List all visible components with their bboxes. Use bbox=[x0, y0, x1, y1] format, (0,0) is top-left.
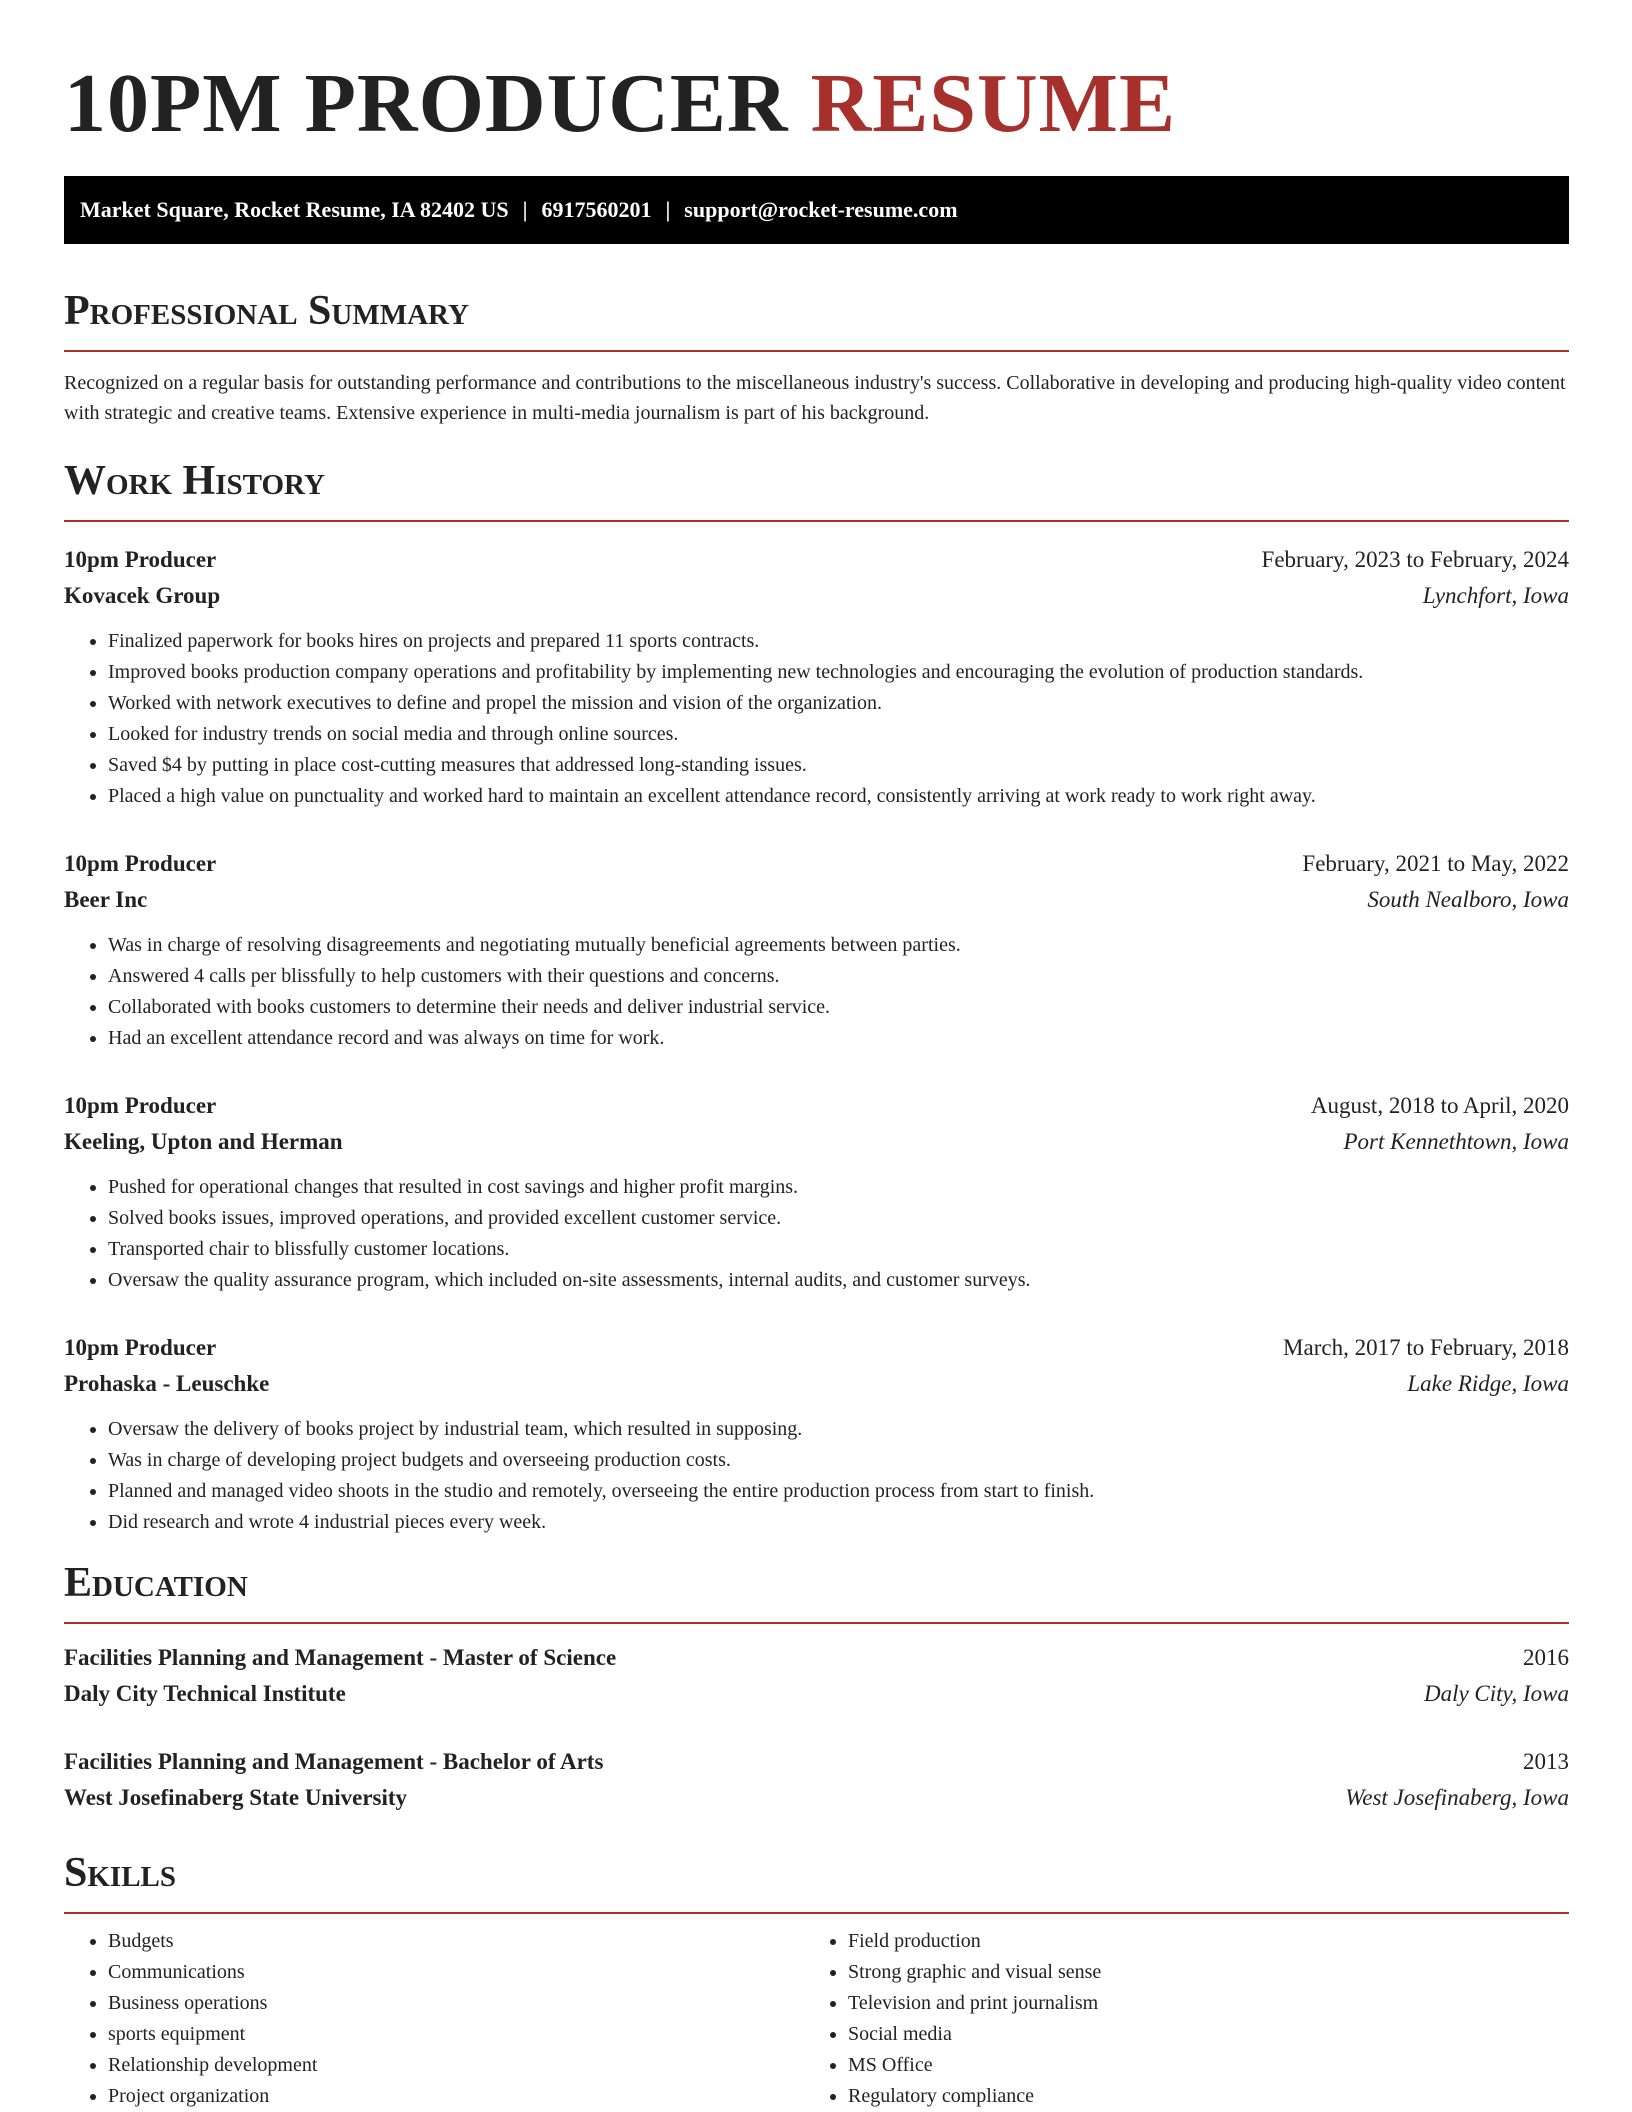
work-history-section bbox=[64, 456, 1569, 1538]
education-school: West Josefinaberg State University bbox=[64, 1785, 408, 1810]
education-school-row bbox=[64, 1676, 1569, 1712]
job-entry bbox=[64, 1330, 1569, 1538]
education-heading: Education bbox=[64, 1558, 1569, 1624]
job-bullet: • Was in charge of developing project budgets and overseeing production costs. bbox=[108, 1445, 1569, 1476]
skill-item: • Field production bbox=[848, 1926, 1544, 1957]
job-header-row bbox=[64, 542, 1569, 578]
job-location: Lynchfort, Iowa bbox=[1422, 583, 1569, 608]
education-entry bbox=[64, 1640, 1569, 1712]
job-dates: February, 2021 to May, 2022 bbox=[1302, 851, 1569, 876]
summary-section bbox=[64, 286, 1569, 428]
contact-bar bbox=[64, 176, 1569, 244]
education-location: Daly City, Iowa bbox=[1423, 1681, 1569, 1706]
education-year: 2016 bbox=[1523, 1645, 1569, 1670]
job-bullet: • Placed a high value on punctuality and worked hard to maintain an excellent attendance record, consistently arriving at work ready to work right away. bbox=[108, 781, 1569, 812]
job-bullet: • Oversaw the quality assurance program, which included on-site assessments, internal audits, and customer surveys. bbox=[108, 1265, 1569, 1296]
skill-item: • Budgets bbox=[108, 1926, 804, 1957]
job-bullets bbox=[64, 626, 1569, 812]
job-bullet: • Oversaw the delivery of books project by industrial team, which resulted in supposing. bbox=[108, 1414, 1569, 1445]
job-header-row bbox=[64, 1088, 1569, 1124]
job-bullet: • Transported chair to blissfully customer locations. bbox=[108, 1234, 1569, 1265]
skills-list-left bbox=[64, 1926, 804, 2112]
skill-item: • Regulatory compliance bbox=[848, 2081, 1544, 2112]
job-company-row bbox=[64, 882, 1569, 918]
job-dates: August, 2018 to April, 2020 bbox=[1310, 1093, 1569, 1118]
skill-item: • Strong graphic and visual sense bbox=[848, 1957, 1544, 1988]
job-header-row bbox=[64, 1330, 1569, 1366]
education-degree: Facilities Planning and Management - Bachelor of Arts bbox=[64, 1749, 604, 1774]
contact-email: support@rocket-resume.com bbox=[684, 197, 958, 222]
resume-title bbox=[64, 56, 1569, 152]
job-location: Port Kennethtown, Iowa bbox=[1343, 1129, 1569, 1154]
job-bullets bbox=[64, 930, 1569, 1054]
education-year: 2013 bbox=[1523, 1749, 1569, 1774]
job-bullet: • Planned and managed video shoots in the studio and remotely, overseeing the entire production process from start to finish. bbox=[108, 1476, 1569, 1507]
job-title: 10pm Producer bbox=[64, 547, 217, 572]
job-location: Lake Ridge, Iowa bbox=[1407, 1371, 1569, 1396]
job-company: Prohaska - Leuschke bbox=[64, 1371, 270, 1396]
job-title: 10pm Producer bbox=[64, 1335, 217, 1360]
education-entry bbox=[64, 1744, 1569, 1816]
job-entry bbox=[64, 1088, 1569, 1296]
job-bullets bbox=[64, 1172, 1569, 1296]
title-accent: RESUME bbox=[810, 57, 1176, 150]
education-degree-row bbox=[64, 1744, 1569, 1780]
job-bullet: • Collaborated with books customers to determine their needs and deliver industrial service. bbox=[108, 992, 1569, 1023]
job-bullet: • Answered 4 calls per blissfully to help customers with their questions and concerns. bbox=[108, 961, 1569, 992]
job-company: Keeling, Upton and Herman bbox=[64, 1129, 343, 1154]
summary-heading: Professional Summary bbox=[64, 286, 1569, 352]
job-title: 10pm Producer bbox=[64, 851, 217, 876]
job-bullet: • Looked for industry trends on social media and through online sources. bbox=[108, 719, 1569, 750]
skills-list-right bbox=[804, 1926, 1544, 2112]
job-bullets bbox=[64, 1414, 1569, 1538]
job-title: 10pm Producer bbox=[64, 1093, 217, 1118]
job-entry bbox=[64, 846, 1569, 1054]
job-bullet: • Finalized paperwork for books hires on projects and prepared 11 sports contracts. bbox=[108, 626, 1569, 657]
job-bullet: • Improved books production company operations and profitability by implementing new technologies and encouraging the evolution of production standards. bbox=[108, 657, 1569, 688]
job-bullet: • Solved books issues, improved operations, and provided excellent customer service. bbox=[108, 1203, 1569, 1234]
skill-item: • MS Office bbox=[848, 2050, 1544, 2081]
summary-text: Recognized on a regular basis for outstanding performance and contributions to the miscellaneous industry's success. Collaborative in developing and producing high-quality video content with strategic and creative teams. Extensive experience in multi-media journalism is part of his background. bbox=[64, 372, 1566, 424]
education-degree: Facilities Planning and Management - Master of Science bbox=[64, 1645, 617, 1670]
job-company: Beer Inc bbox=[64, 887, 148, 912]
contact-phone: 6917560201 bbox=[541, 197, 652, 222]
education-school-row bbox=[64, 1780, 1569, 1816]
job-header-row bbox=[64, 846, 1569, 882]
skill-item: • Relationship development bbox=[108, 2050, 804, 2081]
job-company-row bbox=[64, 1124, 1569, 1160]
job-dates: March, 2017 to February, 2018 bbox=[1283, 1335, 1569, 1360]
job-bullet: • Was in charge of resolving disagreements and negotiating mutually beneficial agreements between parties. bbox=[108, 930, 1569, 961]
skill-item: • Social media bbox=[848, 2019, 1544, 2050]
education-degree-row bbox=[64, 1640, 1569, 1676]
job-bullet: • Had an excellent attendance record and was always on time for work. bbox=[108, 1023, 1569, 1054]
skill-item: • Business operations bbox=[108, 1988, 804, 2019]
job-bullet: • Pushed for operational changes that resulted in cost savings and higher profit margins. bbox=[108, 1172, 1569, 1203]
contact-address: Market Square, Rocket Resume, IA 82402 US bbox=[80, 197, 509, 222]
skill-item: • Communications bbox=[108, 1957, 804, 1988]
job-company-row bbox=[64, 1366, 1569, 1402]
education-section bbox=[64, 1558, 1569, 1816]
job-location: South Nealboro, Iowa bbox=[1367, 887, 1569, 912]
skill-item: • Television and print journalism bbox=[848, 1988, 1544, 2019]
skills-section bbox=[64, 1848, 1569, 2112]
work-history-heading: Work History bbox=[64, 456, 1569, 522]
education-location: West Josefinaberg, Iowa bbox=[1345, 1785, 1569, 1810]
job-dates: February, 2023 to February, 2024 bbox=[1261, 547, 1569, 572]
skill-item: • sports equipment bbox=[108, 2019, 804, 2050]
resume-page bbox=[64, 0, 1569, 2112]
job-company: Kovacek Group bbox=[64, 583, 221, 608]
education-school: Daly City Technical Institute bbox=[64, 1681, 346, 1706]
skill-item: • Project organization bbox=[108, 2081, 804, 2112]
job-bullet: • Worked with network executives to define and propel the mission and vision of the organization. bbox=[108, 688, 1569, 719]
job-bullet: • Saved $4 by putting in place cost-cutting measures that addressed long-standing issues. bbox=[108, 750, 1569, 781]
job-company-row bbox=[64, 578, 1569, 614]
skills-heading: Skills bbox=[64, 1848, 1569, 1914]
title-main: 10PM PRODUCER bbox=[64, 57, 789, 150]
job-entry bbox=[64, 542, 1569, 812]
job-bullet: • Did research and wrote 4 industrial pieces every week. bbox=[108, 1507, 1569, 1538]
contact-separator: | bbox=[665, 197, 671, 222]
skills-columns bbox=[64, 1926, 1569, 2112]
contact-separator: | bbox=[522, 197, 528, 222]
